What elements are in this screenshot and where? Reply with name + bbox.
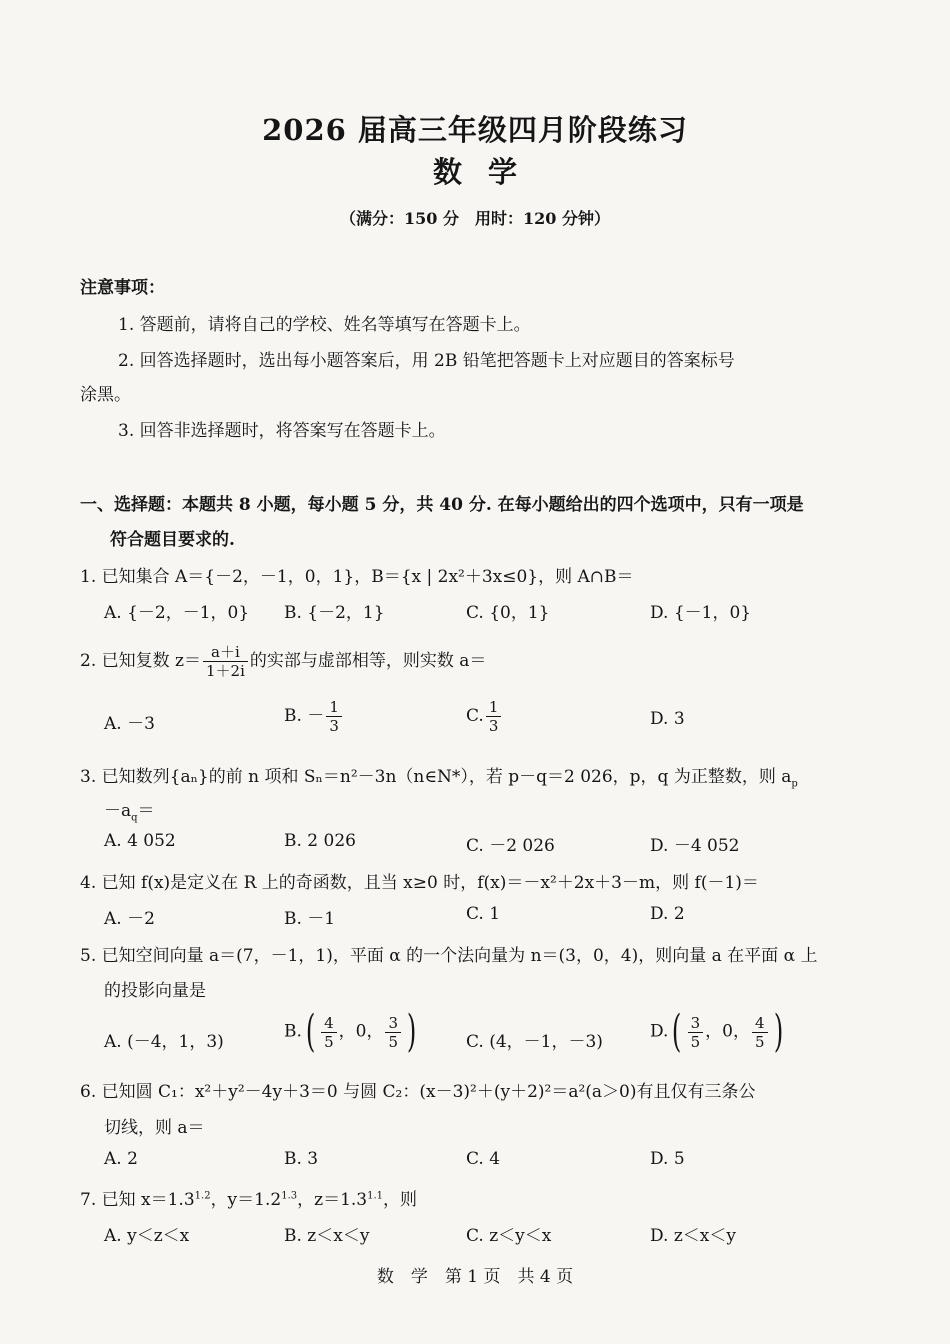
question-4-option-b: B. －1 [284, 909, 336, 929]
question-2-stem [80, 643, 486, 680]
subscript: q [131, 812, 138, 824]
question-7-option-b: B. z＜x＜y [284, 1226, 370, 1246]
exam-info: （满分：150 分 用时：120 分钟） [340, 209, 610, 228]
question-4-stem: 4. 已知 f(x)是定义在 R 上的奇函数，且当 x≥0 时，f(x)＝－x²＋2x＋3－m，则 f(－1)＝ [80, 873, 759, 893]
fraction-numerator: 4 [321, 1014, 337, 1033]
question-6-option-c: C. 4 [466, 1149, 501, 1169]
fraction-numerator: 4 [752, 1014, 768, 1033]
option-middle: ，0， [338, 1021, 384, 1042]
fraction-denominator: 3 [329, 717, 339, 735]
option-fraction [486, 698, 502, 735]
notes-title: 注意事项： [80, 278, 165, 298]
question-3-stem-line2 [104, 796, 155, 823]
note-item-2-line1: 2. 回答选择题时，选出每小题答案后，用 2B 铅笔把答题卡上对应题目的答案标号 [118, 351, 735, 371]
option-fraction [688, 1014, 704, 1051]
question-4-option-d: D. 2 [650, 904, 685, 924]
stem-text: ，则 [383, 1190, 418, 1210]
option-fraction [752, 1014, 768, 1051]
exponent: 1.3 [281, 1190, 298, 1202]
question-5-option-d [650, 1006, 787, 1057]
fraction-numerator: 1 [326, 698, 342, 717]
question-2-option-d: D. 3 [650, 709, 685, 729]
stem-text: 3. 已知数列{aₙ}的前 n 项和 Sₙ＝n²－3n（n∈N*），若 p－q＝2 026，p，q 为正整数，则 a [80, 767, 792, 787]
option-label: C. [466, 706, 484, 726]
section-heading-line1: 一、选择题：本题共 8 小题，每小题 5 分，共 40 分. 在每小题给出的四个选项中，只有一项是 [80, 495, 804, 515]
stem-text: ，y＝1.2 [210, 1190, 282, 1210]
question-2-stem-post: 的实部与虚部相等，则实数 a＝ [249, 651, 487, 671]
fraction-numerator: 3 [385, 1014, 401, 1033]
right-paren: ) [773, 1006, 783, 1057]
question-5-option-a: A. (－4，1，3) [104, 1032, 224, 1052]
fraction-numerator: 3 [688, 1014, 704, 1033]
page-footer: 数 学 第 1 页 共 4 页 [376, 1267, 574, 1287]
question-1-option-c: C. {0，1} [466, 603, 550, 623]
exponent: 1.1 [367, 1190, 384, 1202]
option-fraction [321, 1014, 337, 1051]
stem-text: －a [104, 801, 132, 821]
option-label: B. [284, 1021, 302, 1042]
question-5-option-b [284, 1006, 420, 1057]
stem-text: 7. 已知 x＝1.3 [80, 1190, 195, 1210]
question-7-stem [80, 1185, 417, 1210]
question-3-option-b: B. 2 026 [284, 831, 356, 851]
section-heading-line2: 符合题目要求的. [110, 530, 235, 550]
exponent: 1.2 [194, 1190, 211, 1202]
fraction-denominator: 1＋2i [205, 662, 245, 680]
left-paren: ( [672, 1006, 682, 1057]
question-6-option-a: A. 2 [104, 1149, 138, 1169]
option-label: B. － [284, 706, 325, 726]
fraction-denominator: 5 [388, 1032, 398, 1051]
question-6-option-d: D. 5 [650, 1149, 685, 1169]
question-2-stem-pre: 2. 已知复数 z＝ [80, 651, 201, 671]
fraction-denominator: 5 [324, 1032, 334, 1051]
question-2-option-b [284, 698, 344, 735]
option-fraction [326, 698, 342, 735]
question-6-option-b: B. 3 [284, 1149, 319, 1169]
question-5-stem-line1: 5. 已知空间向量 a＝(7，－1，1)，平面 α 的一个法向量为 n＝(3，0，4)，则向量 a 在平面 α 上 [80, 946, 818, 966]
question-7-option-c: C. z＜y＜x [466, 1226, 552, 1246]
note-item-3: 3. 回答非选择题时，将答案写在答题卡上。 [118, 421, 446, 441]
subject-title: 数学 [432, 155, 543, 189]
note-item-1: 1. 答题前，请将自己的学校、姓名等填写在答题卡上。 [118, 315, 531, 335]
question-5-stem-line2: 的投影向量是 [104, 981, 206, 1001]
question-6-stem-line1: 6. 已知圆 C₁：x²＋y²－4y＋3＝0 与圆 C₂：(x－3)²＋(y＋2)²＝a²(a＞0)有且仅有三条公 [80, 1082, 756, 1102]
question-1-option-d: D. {－1，0} [650, 603, 752, 623]
question-7-option-a: A. y＜z＜x [104, 1226, 190, 1246]
exam-title: 2026 届高三年级四月阶段练习 [262, 113, 688, 147]
fraction-denominator: 3 [488, 717, 499, 735]
question-1-option-b: B. {－2，1} [284, 603, 385, 623]
fraction-denominator: 5 [690, 1032, 701, 1051]
option-fraction [385, 1014, 401, 1051]
question-5-option-c: C. (4，－1，－3) [466, 1032, 603, 1052]
fraction-denominator: 5 [754, 1032, 765, 1051]
question-4-option-c: C. 1 [466, 904, 501, 924]
question-3-option-d: D. －4 052 [650, 836, 740, 856]
question-2-option-a: A. －3 [104, 714, 155, 734]
question-3-option-c: C. －2 026 [466, 836, 555, 856]
question-2-option-c [466, 698, 503, 735]
question-2-fraction [203, 643, 248, 680]
question-4-option-a: A. －2 [104, 909, 155, 929]
question-3-option-a: A. 4 052 [104, 831, 176, 851]
stem-text: ，z＝1.3 [297, 1190, 368, 1210]
note-item-2-line2: 涂黑。 [80, 385, 131, 405]
right-paren: ) [406, 1006, 417, 1057]
fraction-numerator: a＋i [203, 643, 248, 662]
stem-text-end: ＝ [137, 801, 155, 821]
left-paren: ( [305, 1006, 316, 1057]
question-1-option-a: A. {－2，－1，0} [104, 603, 250, 623]
question-1-stem: 1. 已知集合 A＝{－2，－1，0，1}，B＝{x | 2x²＋3x≤0}，则 A∩B＝ [80, 567, 634, 587]
option-label: D. [650, 1021, 669, 1042]
question-3-stem-line1 [80, 762, 798, 789]
question-6-stem-line2: 切线，则 a＝ [104, 1118, 205, 1138]
fraction-numerator: 1 [486, 698, 502, 717]
option-middle: ，0， [705, 1021, 750, 1042]
subscript: p [791, 778, 798, 790]
question-7-option-d: D. z＜x＜y [650, 1226, 736, 1246]
